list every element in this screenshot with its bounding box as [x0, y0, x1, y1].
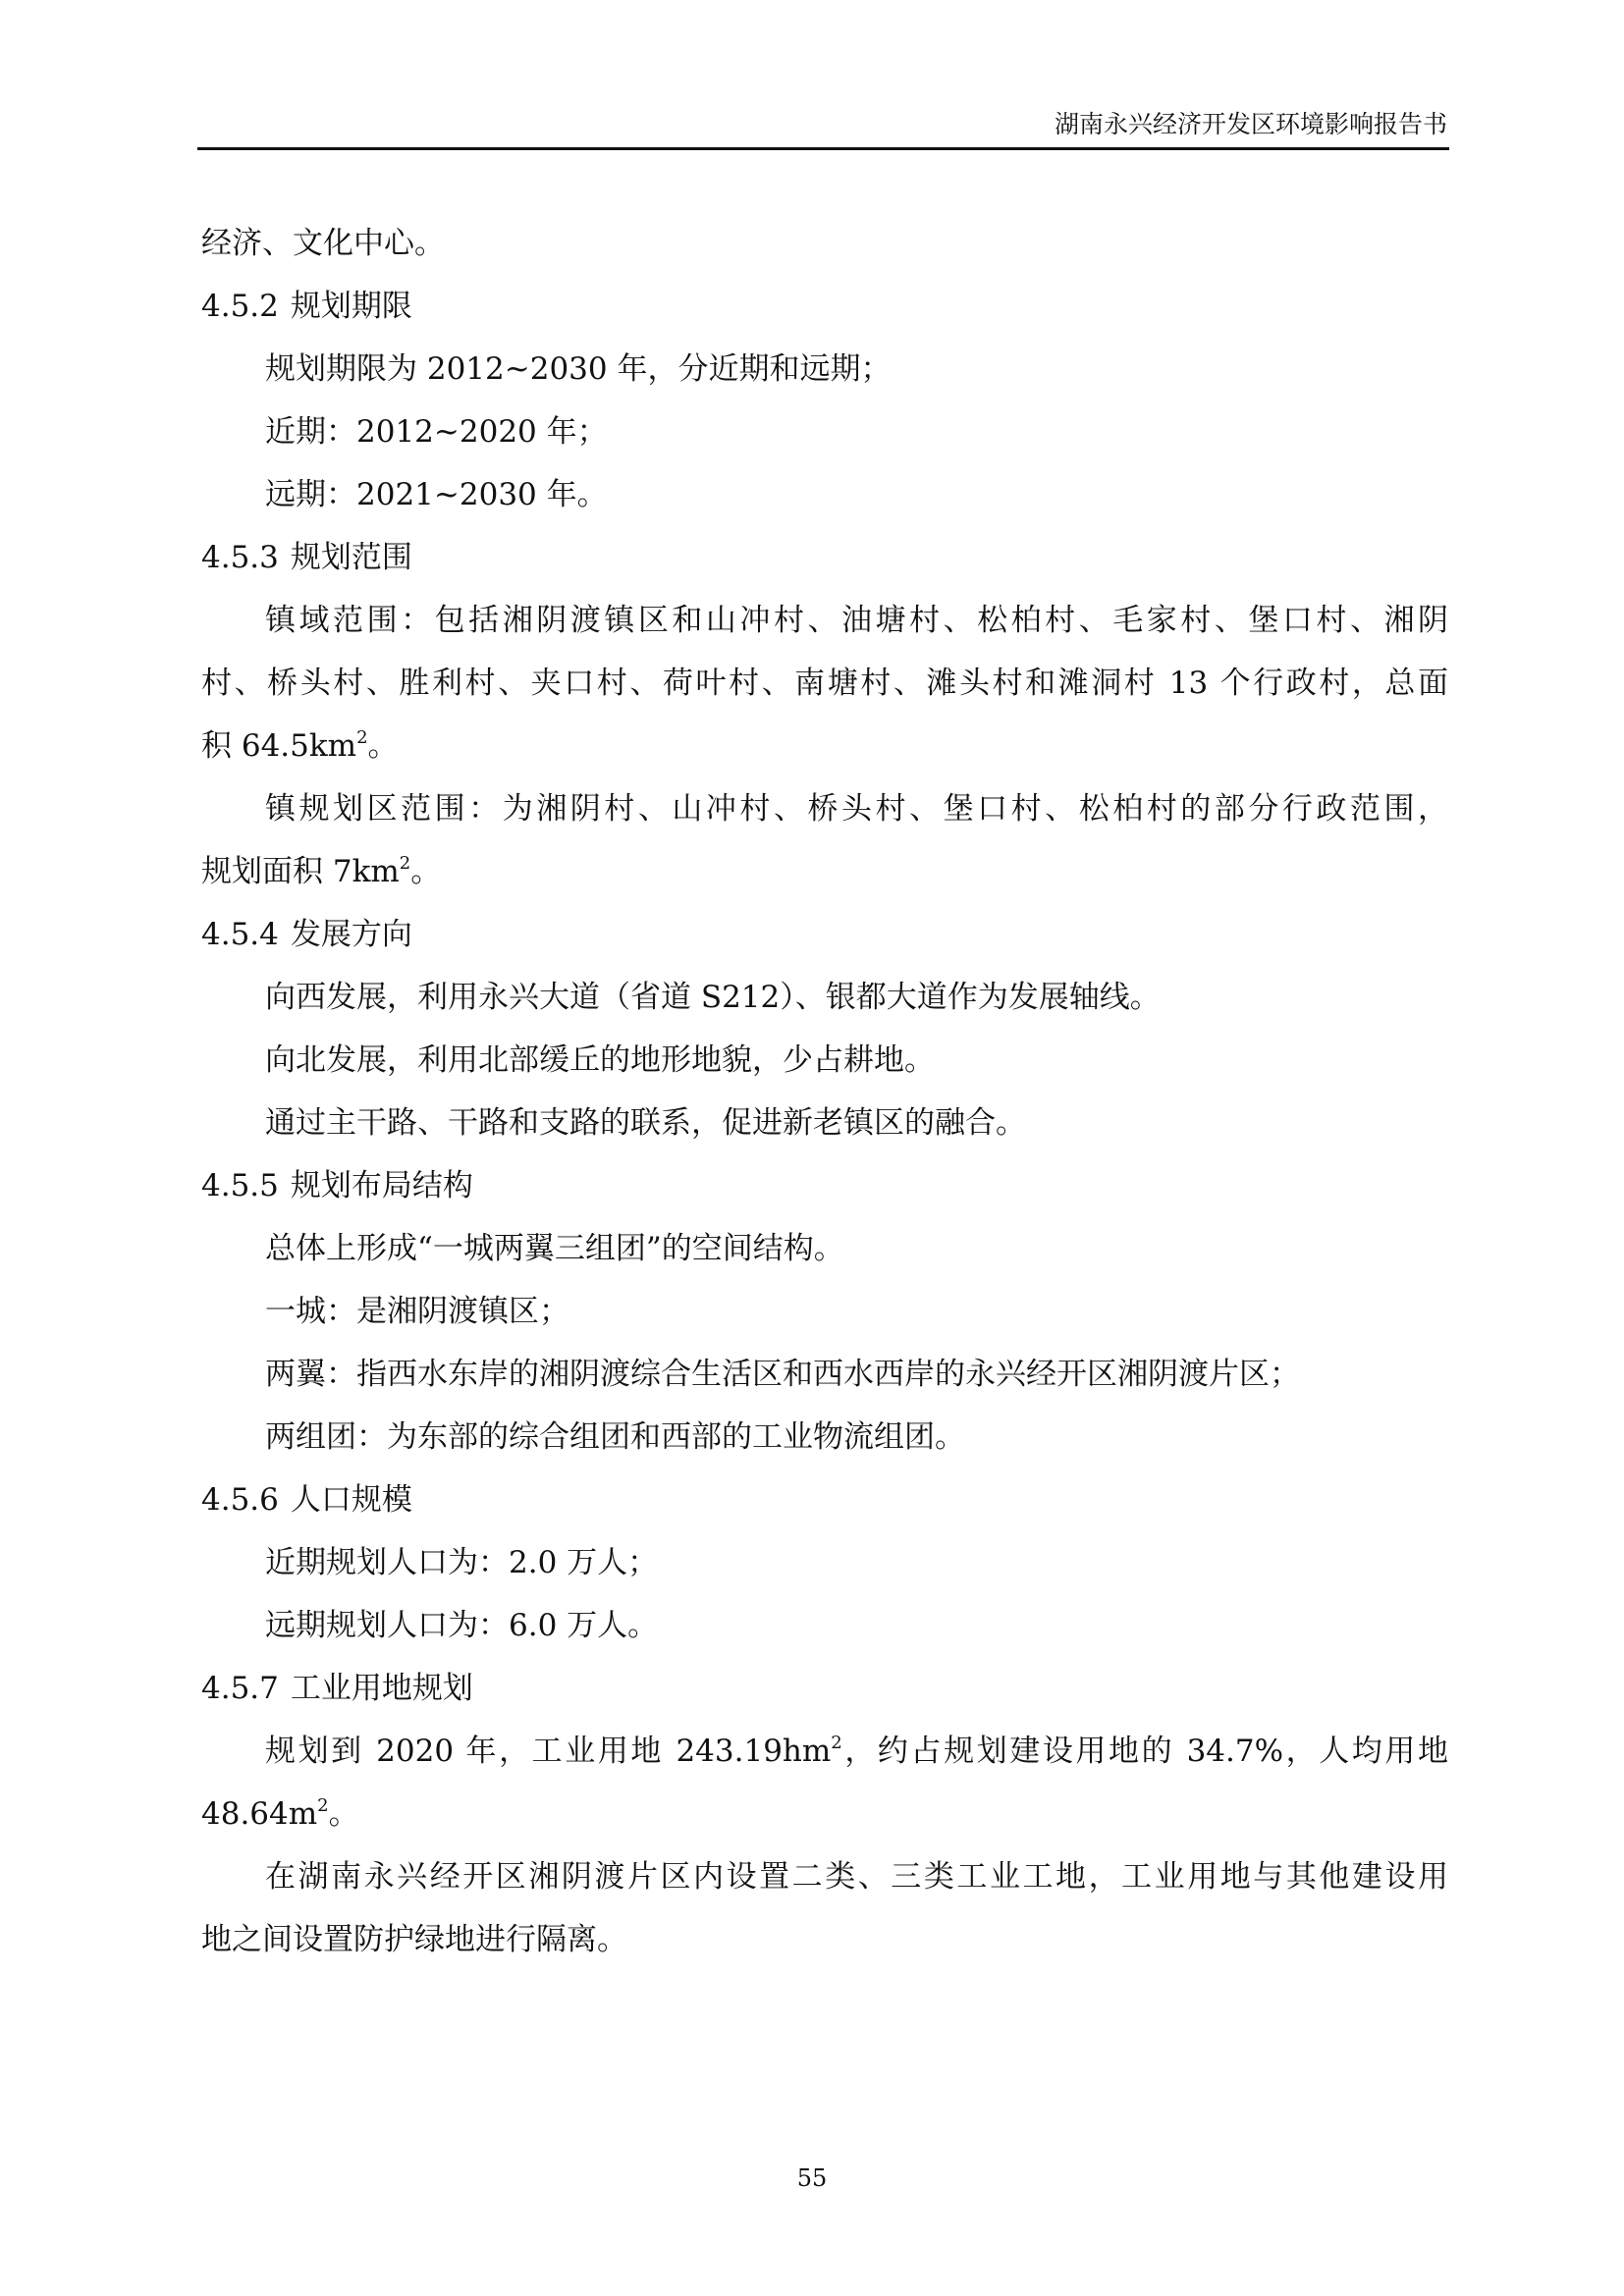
paragraph-line: 两组团：为东部的综合组团和西部的工业物流组团。: [265, 1419, 965, 1455]
paragraph-line: 远期：2021~2030 年。: [265, 477, 608, 512]
section-title: 发展方向: [290, 917, 412, 952]
section-number: 4.5.4: [201, 917, 279, 952]
section-heading-4-5-3: [201, 526, 1448, 589]
paragraph-line: 镇域范围：包括湘阴渡镇区和山冲村、油塘村、松柏村、毛家村、堡口村、湘阴: [265, 603, 1448, 638]
section-title: 规划范围: [290, 540, 412, 575]
text-segment: 积 64.5km: [201, 728, 357, 764]
paragraph-line: 两翼：指西水东岸的湘阴渡综合生活区和西水西岸的永兴经开区湘阴渡片区；: [265, 1357, 1300, 1392]
section-title: 规划期限: [290, 289, 412, 324]
paragraph-line: 总体上形成“一城两翼三组团”的空间结构。: [265, 1231, 844, 1266]
text-segment: 。: [328, 1796, 359, 1832]
text-segment: 。: [367, 728, 399, 764]
paragraph-line: 远期规划人口为：6.0 万人。: [265, 1608, 659, 1643]
text-segment: 规划面积 7km: [201, 854, 400, 889]
superscript: 2: [831, 1733, 842, 1753]
paragraph-line: 镇规划区范围：为湘阴村、山冲村、桥头村、堡口村、松柏村的部分行政范围，: [265, 791, 1448, 827]
paragraph-line: 一城：是湘阴渡镇区；: [265, 1294, 569, 1329]
section-heading-4-5-5: [201, 1154, 1448, 1217]
section-title: 规划布局结构: [290, 1168, 473, 1203]
paragraph-line: [201, 715, 1448, 777]
paragraph-line: 地之间设置防护绿地进行隔离。: [201, 1922, 627, 1957]
page-number: 55: [796, 2164, 828, 2192]
paragraph-line: 近期：2012~2020 年；: [265, 414, 608, 450]
superscript: 2: [317, 1795, 329, 1816]
text-segment: ，约占规划建设用地的 34.7%，人均用地: [841, 1734, 1448, 1769]
paragraph-line: 向西发展，利用永兴大道（省道 S212）、银都大道作为发展轴线。: [265, 980, 1161, 1015]
section-number: 4.5.7: [201, 1671, 279, 1706]
paragraph-line: [201, 1783, 1448, 1845]
paragraph-line: 向北发展，利用北部缓丘的地形地貌，少占耕地。: [265, 1042, 935, 1078]
paragraph-line: [201, 1720, 1448, 1783]
paragraph-line: 近期规划人口为：2.0 万人；: [265, 1545, 659, 1580]
section-heading-4-5-7: [201, 1657, 1448, 1720]
paragraph-line: 在湖南永兴经开区湘阴渡片区内设置二类、三类工业工地，工业用地与其他建设用: [265, 1859, 1448, 1895]
section-number: 4.5.2: [201, 289, 279, 324]
paragraph-line: 村、桥头村、胜利村、夹口村、荷叶村、南塘村、滩头村和滩洞村 13 个行政村，总面: [201, 666, 1448, 701]
section-title: 工业用地规划: [290, 1671, 473, 1706]
paragraph-line: 规划期限为 2012~2030 年，分近期和远期；: [265, 351, 892, 387]
paragraph-continuation: 经济、文化中心。: [201, 226, 445, 261]
superscript: 2: [399, 853, 411, 874]
header-divider: [197, 147, 1449, 150]
section-number: 4.5.5: [201, 1168, 279, 1203]
superscript: 2: [356, 727, 368, 748]
document-header-title: 湖南永兴经济开发区环境影响报告书: [1054, 110, 1447, 138]
section-title: 人口规模: [290, 1482, 412, 1518]
paragraph-line: 通过主干路、干路和支路的联系，促进新老镇区的融合。: [265, 1105, 1026, 1141]
text-segment: 。: [410, 854, 442, 889]
section-number: 4.5.6: [201, 1482, 279, 1518]
text-segment: 48.64m: [201, 1796, 318, 1832]
text-segment: 规划到 2020 年，工业用地 243.19hm: [265, 1734, 832, 1769]
paragraph-line: [201, 840, 1448, 903]
section-heading-4-5-4: [201, 903, 1448, 966]
document-body: [201, 212, 1448, 1971]
section-heading-4-5-6: [201, 1468, 1448, 1531]
section-number: 4.5.3: [201, 540, 279, 575]
section-heading-4-5-2: [201, 275, 1448, 338]
